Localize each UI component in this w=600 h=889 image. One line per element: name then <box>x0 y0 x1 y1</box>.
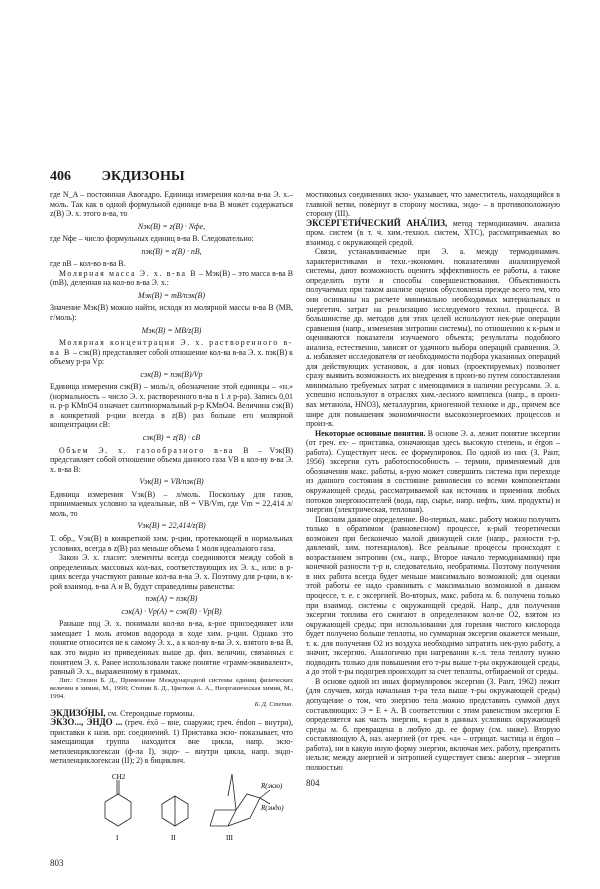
r-endo-label: R(эндо) <box>261 803 284 812</box>
paragraph-text: мостиковых соединениях экзо- указывает, что заместитель, находящийся в главной ветви, повернут в сторону мостика, эндо- – в противоположную сторону (III). <box>306 190 560 219</box>
paragraph <box>50 446 293 475</box>
paragraph <box>306 677 560 772</box>
entry <box>50 718 293 766</box>
author-signature: Б. Д. Степин. <box>254 700 293 708</box>
page-number: 406 <box>50 169 71 184</box>
paragraph <box>50 490 293 519</box>
formula: Mэк(B) = mB/nэк(B) <box>138 290 205 300</box>
page-number-right: 804 <box>306 778 320 789</box>
left-page <box>50 190 293 889</box>
paragraph-text: Закон Э. х. гласит: элементы всегда соединяются между собой в определенных массовых кол-вах, соответствующих их Э. х., или: в р-циях всегда участвуют равные кол-ва в-ва Э. х. Поэтому для р-ции, в к-рой взаимод. в-ва А и В, будут справедливы равенства: <box>50 553 293 591</box>
paragraph <box>50 269 293 288</box>
spaced-term: Объем Э. х. газообразного в-ва В <box>59 445 251 455</box>
references-text: Лит.: Степин Б. Д., Применение Международной системы единиц физических величин в химии, М., 1990; Степин Б. Д., Цветков А. А., Неорганическая химия, М., 1994. <box>50 676 293 700</box>
paragraph-text: – Mэк(B) – это масса в-ва В (mB), деленная на кол-во в-ва Э. х.: <box>50 268 293 288</box>
right-column <box>306 190 560 772</box>
formula: nэк(B) = z(B) · nB, <box>141 246 202 256</box>
running-header <box>50 168 293 186</box>
paragraph-text: Единица измерения cэк(B) – моль/л, обозначение этой единицы – «н.» (нормальность – число Э. х. растворенного в-ва в 1 л р-ра). Запись 0,01 н. р-р KMnO4 означает сантинормальный р-р KMnO4. Величина cэк(B) в конкретной р-ции всегда в z(B) раз больше его молярной концентрации cB: <box>50 382 293 430</box>
formula: Vэк(B) = 22,414/z(B) <box>137 521 206 531</box>
r-exo-label: R(экзо) <box>261 781 283 790</box>
running-title: ЭКДИЗОНЫ <box>101 169 185 184</box>
entry-headword: ЭКСЕРГЕТИ́ЧЕСКИЙ АНА́ЛИЗ, <box>306 217 448 228</box>
paragraph <box>50 553 293 591</box>
entry-headword: ЭКДИЗО́НЫ, <box>50 707 106 718</box>
left-column <box>50 190 293 766</box>
paragraph <box>50 619 293 676</box>
paragraph <box>50 259 293 269</box>
paragraph-text: где nB – кол-во в-ва В. <box>50 259 126 269</box>
paragraph-text: где Nфе – число формульных единиц в-ва В. Следовательно: <box>50 234 254 244</box>
entry-text: (греч. éxō – вне, снаружи; греч. éndon – внутри), приставки к назв. орг. соединений. 1) Приставка экзо- показывает, что замещающая группа находится вне цикла, напр. экзо-метиленциклогексан (ф-ла I), эндо- – внутри цикла, напр. эндо-метиленциклогексан (II); 2) в бициклич. <box>50 718 293 766</box>
paragraph <box>50 303 293 322</box>
spaced-term: Молярная масса Э. х. в-ва В <box>59 268 198 278</box>
paragraph-text: Поясним данное определение. Во-первых, макс. работу можно получить только в обратимом (равновесном) процессе, к-рый теоретически возможен при бесконечно малой движущей силе (напр., разности т-р, давлений, хим. потенциалов). Все реальные процессы происходят с возрастанием энтропии (см., напр., Второе начало термодинамики) при конечной разности т-р и, следовательно, необратимы. Поэтому получения в них работа всегда будет меньше максимально возможной; для оценки этой работы ее надо сравнивать с максимально возможной в данном процессе, т. е. с эксергией. Во-вторых, макс. работа м. б. получена только при взаимод. системы с окружающей средой. Напр., для получения эксергии топлива его сжигают в определенном кол-ве O2, взятом из окружающей среды; при использовании для горения чистого кислорода будет получено больше теплоты, но суммарная эксергия окажется меньше, т. к. для получения O2 из воздуха необходимо затратить нек-рую работу, а значит, эксергию. Аналогично при нагревании к.-л. тела теплоту нужно подводить только для повышения его т-ры выше т-ры окружающей среды, а до этой т-ры подогрев происходит за счет теплоты, отбираемой от среды. <box>306 514 560 677</box>
paragraph <box>306 190 560 219</box>
formula: Vэк(B) = VB/nэк(B) <box>139 477 204 487</box>
paragraph <box>306 515 560 677</box>
paragraph <box>306 429 560 515</box>
paragraph-text: где N_A – постоянная Авогадро. Единица измерения кол-ва в-ва Э. х.– моль. Так как в одной формульной единице в-ва В может содержаться z(B) Э. х. этого в-ва, то <box>50 190 293 219</box>
formula: cэк(B) = z(B) · cB <box>142 433 201 443</box>
spaced-term: Молярная концентрация Э. х. растворенного в-ва В <box>50 338 293 357</box>
formula: nэк(A) = nэк(B) <box>145 594 198 604</box>
paragraph-text: Раньше под Э. х. понимали кол-во в-ва, к-рое присоединяет или замещает 1 моль атомов водорода в ходе хим. р-ции. Однако это понятие относится не к самому Э. х., а к кол-ву в-ва Э. х. взятого в-ва В, как это видно из приведенных выше др. физ. величин, связанных с понятием Э. х. Ранее использовали также понятие «грамм-эквивалент», равный Э. х., выраженному в граммах. <box>50 619 293 677</box>
entry-text: метод термодинамич. анализа пром. систем (в т. ч. хим.-технол. систем, ХТС), рассматриваемых во взаимод. с окружающей средой. <box>306 218 560 247</box>
structure-label-I: I <box>116 833 119 842</box>
paragraph <box>50 234 293 244</box>
subheading: Некоторые основные понятия. <box>315 428 426 438</box>
paragraph <box>50 338 293 367</box>
paragraph-text: – cэк(B) представляет собой отношение кол-ва в-ва Э. х. nэк(B) к объему р-ра Vp: <box>50 347 294 367</box>
paragraph-text: Значение Mэк(B) можно найти, исходя из молярной массы в-ва В (MB, г/моль): <box>50 303 293 323</box>
paragraph <box>50 190 293 219</box>
paragraph-text: В основе одной из иных формулировок эксергии (З. Рант, 1962) лежит (для случаев, когда начальная т-ра тела выше т-ры окружающей среды) допущение о том, что энергию тела можно представить суммой двух составляющих: Э = E + A. В соответствии с этим равенством эксергия E определяется как часть энергии, к-рая в данных условиях окружающей среды м. б. превращена в любую др. ее форму (см. ниже). Вторую составляющую A, наз. анергией (от греч. «а» – отрицат. частица и érgon – работа), ни в какую иную форму энергии, включая мех. работу, превратить нельзя; между анергией и энтропией существует связь: анергия – энергия полностью <box>306 676 560 772</box>
right-page <box>306 190 560 809</box>
paragraph <box>50 534 293 553</box>
structure-I-methylenecyclohexane <box>105 780 131 826</box>
paragraph <box>50 382 293 430</box>
entry <box>306 219 560 248</box>
entry-text: см. Стероидные гормоны. <box>105 708 195 718</box>
entry-headword: Э́КЗО..., Э́НДО ... <box>50 717 123 728</box>
formula: cэк(B) = nэк(B)/Vp <box>140 369 203 379</box>
paragraph-text: – Vэк(B) представляет собой отношение объема данного газа VB к кол-ву в-ва Э. х. в-ва В: <box>50 445 293 474</box>
paragraph-text: Т. обр., Vэк(B) в конкретной хим. р-ции, протекающей в нормальных условиях, всегда в z(B) раз меньше объема 1 моля идеального газа. <box>50 533 293 553</box>
structure-label-II: II <box>171 833 176 842</box>
structure-label-III: III <box>226 833 233 842</box>
ch2-label: CH2 <box>112 772 126 781</box>
formula: Nэк(B) = z(B) · Nфе, <box>137 221 206 231</box>
references <box>50 677 293 709</box>
formula: Mэк(B) = MB/z(B) <box>141 325 202 335</box>
paragraph-text: Единица измерения Vэк(B) – л/моль. Поскольку для газов, принимаемых условно за идеальные, nB = VB/Vm, где Vm = 22,414 л/моль, то <box>50 489 293 518</box>
formula: cэк(A) · Vp(A) = cэк(B) · Vp(B) <box>121 606 222 616</box>
paragraph-text: Связи, устанавливаемые при Э. а. между термодинамич. характеристиками и техн.-экономич. показателями анализируемой системы, дают возможность оценить эффективность ее работы, а также определить пути и способы совершенствования. Объективность получаемых при таком анализе оценок обусловлена прежде всего тем, что они основаны на расчете минимально необходимых материальных и энергетич. затрат на реализацию исследуемого технол. процесса. В большинстве др. методов для этих целей используют нек-рые операции сравнения (напр., изменения энтропии системы), по отношению к к-рым и оцениваются показатели изучаемого объекта; результаты подобного анализа, естественно, зависят от удачного выбора операций сравнения. Э. а. избавляет исследователя от необходимости подбора указанных операций для действующих установок, а для новых (проектируемых) позволяет сразу выявить возможность их внедрения в произ-во путем сопоставления минимально требуемых затрат с имеющимися в наличии ресурсами. Э. а. успешно используют в отраслях хим.-лесного комплекса (напр., в произ-вах метанола, HNO3), металлургии, криогенной технике и др., причем все шире для повышения экономичности высокоэнергоемких процессов и произ-в. <box>306 247 560 429</box>
page-number-left: 803 <box>50 857 64 868</box>
paragraph-text: В основе Э. а. лежит понятие эксергии (от греч. ex- – приставка, означающая здесь высокую степень, и érgon – работа). Существует неск. ее формулировок. По одной из них (З. Рант, 1956) эксергия суть работоспособность – термин, применяемый для обозначения макс. работы, к-рую может совершить система при переходе из данного состояния в состояние равновесия со всеми компонентами окружающей среды, рассматриваемой как источник и приемник любых потоков энергоносителей (вода, пар, сырье, напр. нефть, хим. продукты) и энергии (электрическая, тепловая). <box>306 428 560 515</box>
structure-II-bicyclooctane <box>162 796 188 826</box>
paragraph <box>306 247 560 428</box>
